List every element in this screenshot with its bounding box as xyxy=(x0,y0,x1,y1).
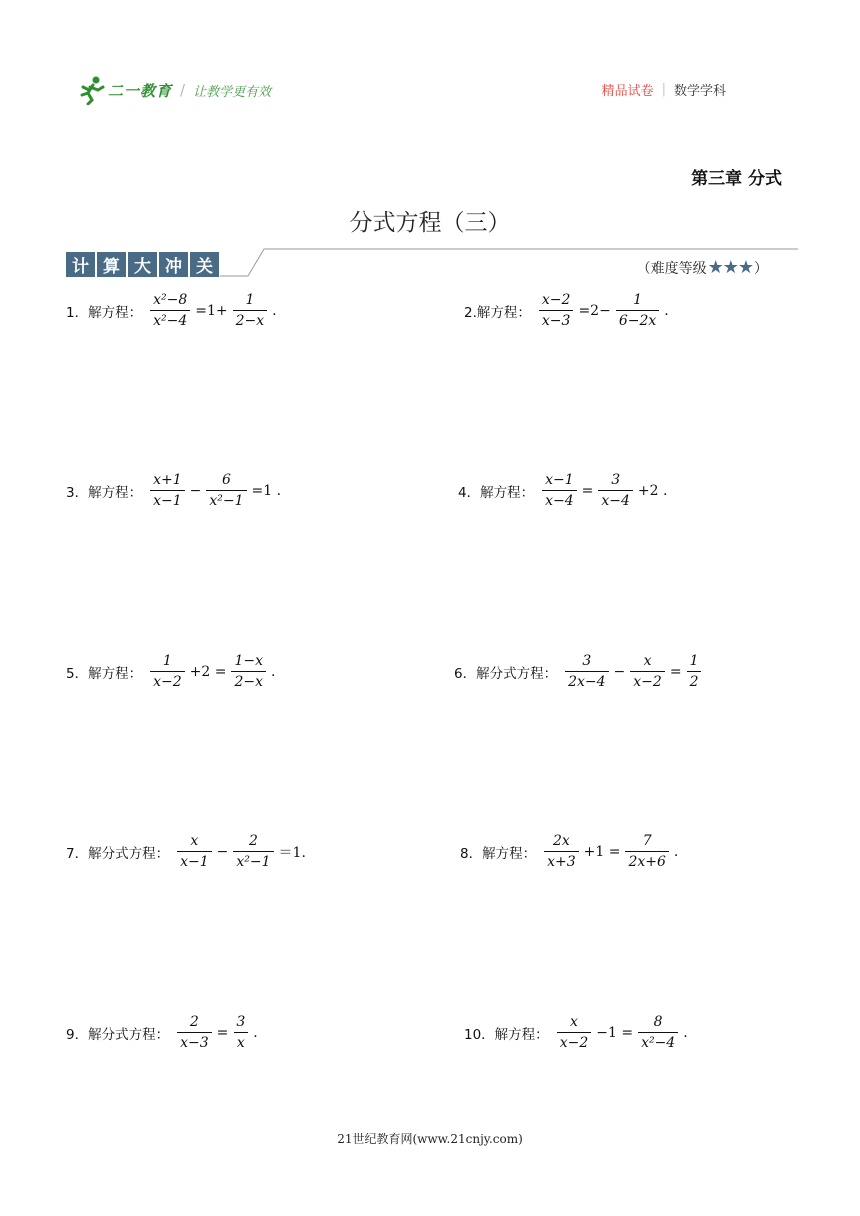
lhs-fraction xyxy=(177,833,212,870)
denominator: x−3 xyxy=(177,1032,212,1051)
numerator: 3 xyxy=(582,653,592,669)
star-icon: ★★★ xyxy=(707,257,753,278)
denominator: x−2 xyxy=(557,1032,592,1051)
lhs-fraction xyxy=(542,472,577,509)
problem-label: 10．解方程： xyxy=(464,1026,549,1043)
equation-tail: ＝1. xyxy=(278,844,306,861)
operator: −1 = xyxy=(596,1024,634,1041)
problem-label: 2.解方程： xyxy=(464,304,531,321)
problem-label: 6．解分式方程： xyxy=(454,665,558,682)
lhs-fraction xyxy=(557,1014,592,1051)
numerator: x−2 xyxy=(541,292,571,308)
banner-char: 计 xyxy=(66,252,95,277)
denominator: 6−2x xyxy=(616,310,659,329)
page-title: 分式方程（三） xyxy=(349,210,511,236)
lhs-fraction xyxy=(150,292,190,329)
rhs-fraction xyxy=(638,1014,678,1051)
operator: =2− xyxy=(578,302,611,319)
operator: − xyxy=(216,843,229,860)
chapter-heading: 第三章 分式 xyxy=(691,169,782,189)
rhs-fraction xyxy=(630,653,665,690)
problem-item xyxy=(66,472,284,509)
numerator: 7 xyxy=(642,833,652,849)
rhs-fraction xyxy=(233,292,268,329)
numerator: 2x xyxy=(552,833,570,849)
result-fraction xyxy=(687,653,702,690)
problem-item xyxy=(458,472,670,509)
numerator: 3 xyxy=(236,1014,246,1030)
logo-separator: / xyxy=(180,81,186,99)
operator: − xyxy=(189,482,202,499)
operator: =1+ xyxy=(195,302,228,319)
lhs-fraction xyxy=(150,653,185,690)
rhs-fraction xyxy=(598,472,633,509)
banner-char: 大 xyxy=(128,252,157,277)
equation-tail: . xyxy=(271,663,276,680)
banner-char: 算 xyxy=(97,252,126,277)
problem-item xyxy=(464,1014,691,1051)
numerator: 3 xyxy=(611,472,621,488)
logo-name: 二一教育 xyxy=(108,81,173,100)
denominator: 2 xyxy=(687,671,702,690)
problem-label: 1．解方程： xyxy=(66,304,143,321)
numerator: 1 xyxy=(633,292,642,308)
lhs-fraction xyxy=(565,653,608,690)
equation-tail: . xyxy=(683,1024,688,1041)
problem-label: 3．解方程： xyxy=(66,484,143,501)
problem-item xyxy=(66,653,278,690)
problem-label: 7．解分式方程： xyxy=(66,845,170,862)
numerator: x−1 xyxy=(545,472,574,488)
rhs-fraction xyxy=(625,833,668,870)
problem-label: 4．解方程： xyxy=(458,484,535,501)
numerator: 1−x xyxy=(234,653,264,669)
difficulty-suffix: ） xyxy=(754,260,768,277)
numerator: 6 xyxy=(221,472,231,488)
operator: = xyxy=(216,1024,229,1041)
numerator: 8 xyxy=(653,1014,663,1030)
difficulty-prefix: （难度等级 xyxy=(636,260,707,277)
subject-label: 数学学科 xyxy=(673,84,726,99)
problem-item xyxy=(66,292,280,329)
lhs-fraction xyxy=(539,292,574,329)
equation-tail: +2 . xyxy=(637,482,668,499)
numerator: 1 xyxy=(162,653,172,669)
denominator: x−2 xyxy=(150,671,185,690)
problem-label: 9．解分式方程： xyxy=(66,1026,170,1043)
difficulty-rating xyxy=(637,257,768,278)
denominator: x+3 xyxy=(544,851,579,870)
operator: − xyxy=(613,663,626,680)
denominator: x²−1 xyxy=(206,490,246,509)
equation-tail: . xyxy=(253,1024,258,1041)
numerator: 1 xyxy=(689,653,699,669)
denominator: x²−4 xyxy=(150,310,190,329)
denominator: x²−1 xyxy=(233,851,273,870)
denominator: 2x−4 xyxy=(565,671,608,690)
problem-item xyxy=(464,292,672,329)
equation-tail: . xyxy=(664,302,669,319)
problem-label: 8．解方程： xyxy=(460,845,537,862)
denominator: x−4 xyxy=(542,490,577,509)
lhs-fraction xyxy=(177,1014,212,1051)
banner-char: 冲 xyxy=(159,252,188,277)
denominator: 2x+6 xyxy=(625,851,668,870)
denominator: x−1 xyxy=(150,490,185,509)
section-banner xyxy=(66,252,221,277)
equation-tail: = xyxy=(669,663,682,680)
header-right xyxy=(602,80,726,99)
operator: +1 = xyxy=(583,843,621,860)
header-divider: | xyxy=(661,82,666,97)
equation-tail: . xyxy=(272,302,277,319)
equation-tail: =1 . xyxy=(251,482,282,499)
denominator: 2−x xyxy=(231,671,266,690)
premium-label: 精品试卷 xyxy=(601,84,654,99)
lhs-fraction xyxy=(150,472,185,509)
numerator: x+1 xyxy=(153,472,182,488)
operator: +2 = xyxy=(189,663,227,680)
footer: 21世纪教育网(www.21cnjy.com) xyxy=(337,1132,523,1146)
denominator: x−2 xyxy=(630,671,665,690)
equation-tail: . xyxy=(673,843,679,860)
numerator: x xyxy=(190,833,199,849)
problem-item xyxy=(454,653,703,690)
site-logo xyxy=(78,74,271,106)
denominator: x²−4 xyxy=(638,1032,678,1051)
problem-label: 5．解方程： xyxy=(66,665,143,682)
problem-item xyxy=(66,1014,261,1051)
logo-slogan: 让教学更有效 xyxy=(193,84,272,100)
runner-icon xyxy=(78,75,106,105)
numerator: 2 xyxy=(248,833,258,849)
denominator: x−3 xyxy=(539,310,574,329)
denominator: x−1 xyxy=(177,851,212,870)
operator: = xyxy=(581,482,594,499)
rhs-fraction xyxy=(616,292,659,329)
numerator: x xyxy=(570,1014,578,1030)
rhs-fraction xyxy=(206,472,246,509)
banner-char: 关 xyxy=(190,252,219,277)
rhs-fraction xyxy=(233,833,273,870)
rhs-fraction xyxy=(233,1014,248,1051)
problem-item xyxy=(460,833,681,870)
numerator: x²−8 xyxy=(153,292,188,308)
lhs-fraction xyxy=(544,833,579,870)
numerator: 1 xyxy=(245,292,255,308)
rhs-fraction xyxy=(231,653,266,690)
numerator: x xyxy=(643,653,652,669)
denominator: x−4 xyxy=(598,490,633,509)
denominator: 2−x xyxy=(233,310,268,329)
problem-item xyxy=(66,833,309,870)
numerator: 2 xyxy=(189,1014,199,1030)
denominator: x xyxy=(234,1032,248,1051)
